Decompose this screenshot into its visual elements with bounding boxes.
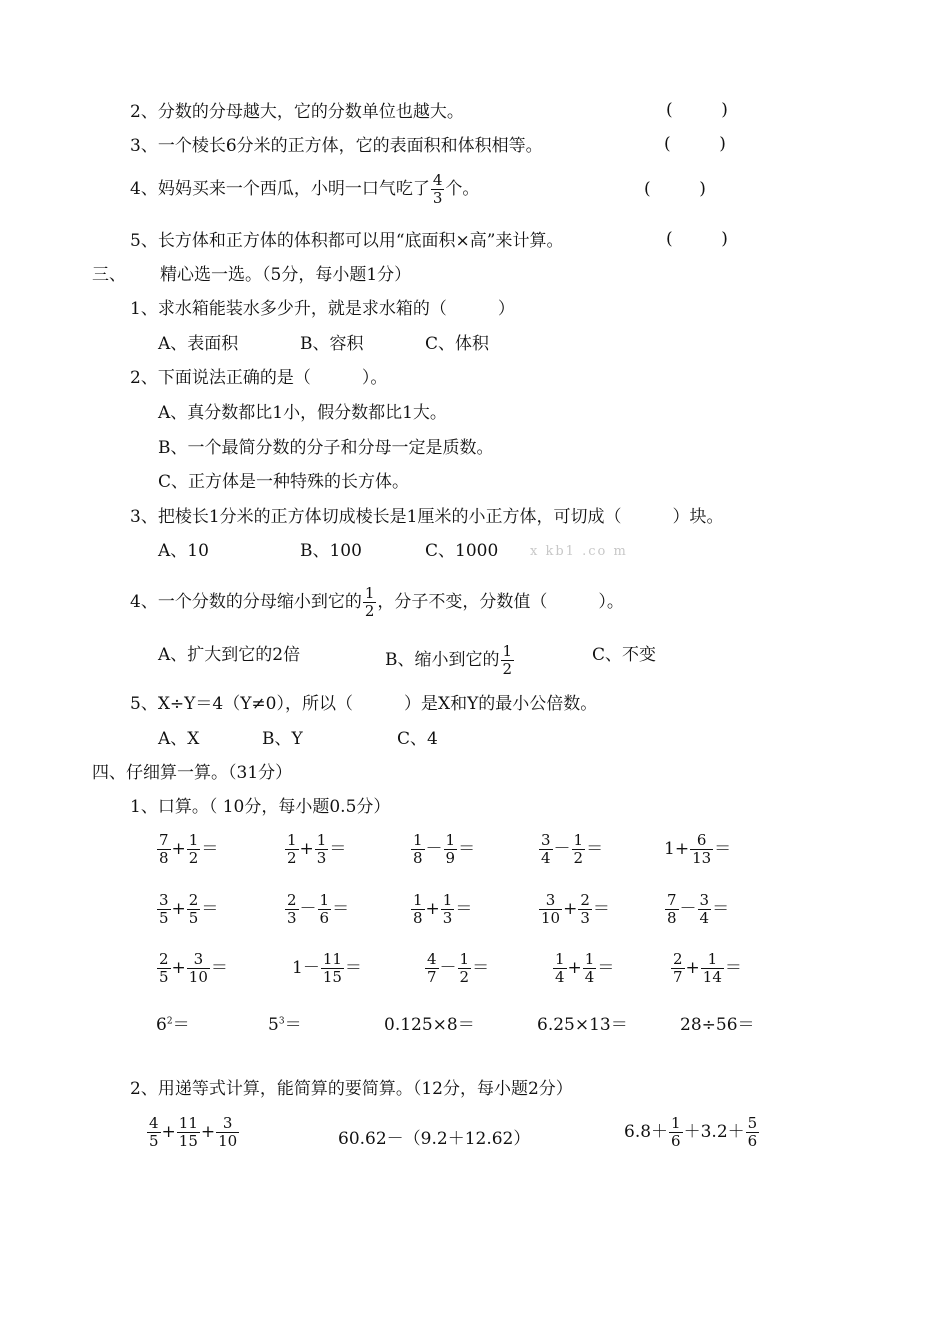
mental-math-item: $\frac{2}{5}$ + $\frac{3}{10}$ ＝: [159, 950, 228, 986]
answer-paren-q5: ( ): [666, 229, 728, 249]
mental-math-item: $\frac{1}{2}$ + $\frac{1}{3}$ ＝: [287, 831, 347, 867]
mental-math-item: $\frac{7}{8}$ + $\frac{1}{2}$ ＝: [159, 831, 219, 867]
mental-math-item: 0.125×8＝: [384, 1015, 475, 1035]
mental-math-item: 1+ $\frac{6}{13}$ ＝: [664, 831, 732, 867]
choice-q2-opt-a: A、真分数都比1小，假分数都比1大。: [158, 403, 447, 423]
fraction: $\frac{1}{2}$: [502, 642, 513, 678]
mental-math-item: 6.25×13＝: [537, 1015, 628, 1035]
choice-q2: 2、下面说法正确的是（ ）。: [130, 368, 388, 388]
choice-q5-opt-b: B、Y: [262, 729, 303, 749]
choice-q2-opt-b: B、一个最简分数的分子和分母一定是质数。: [158, 438, 494, 458]
mental-math-item: $\frac{1}{4}$ + $\frac{1}{4}$ ＝: [555, 950, 615, 986]
choice-q1-opt-a: A、表面积: [158, 334, 239, 354]
answer-paren-q2: ( ): [666, 100, 728, 120]
watermark: x kb1 .co m: [530, 544, 628, 559]
fraction: $\frac{4}{3}$: [432, 171, 443, 207]
mental-math-item: $\frac{3}{5}$ + $\frac{2}{5}$ ＝: [159, 891, 219, 927]
mental-math-item: $\frac{2}{7}$ + $\frac{1}{14}$ ＝: [673, 950, 742, 986]
mental-math-item: $5^3=$: [268, 1015, 302, 1035]
judge-q4: [130, 172, 479, 207]
choice-q2-opt-c: C、正方体是一种特殊的长方体。: [158, 472, 410, 492]
section-4-heading: 四、仔细算一算。（31分）: [92, 763, 293, 783]
step-calc-item: 60.62－（9.2＋12.62）: [338, 1129, 531, 1149]
mental-math-item: $\frac{3}{4}$ － $\frac{1}{2}$ ＝: [541, 831, 604, 867]
choice-q1-opt-c: C、体积: [425, 334, 490, 354]
choice-q5: 5、X÷Y＝4（Y≠0），所以（ ）是X和Y的最小公倍数。: [130, 694, 598, 714]
judge-q4-text: 4、妈妈买来一个西瓜，小明一口气吃了: [130, 179, 430, 199]
answer-paren-q4: ( ): [644, 179, 706, 199]
mental-math-item: $6^2=$: [156, 1015, 190, 1035]
choice-q4-opt-c: C、不变: [592, 645, 657, 665]
choice-q4-text: 4、一个分数的分母缩小到它的: [130, 592, 362, 612]
choice-q3-opt-a: A、10: [158, 541, 209, 561]
step-calc-heading: 2、用递等式计算，能简算的要简算。（12分，每小题2分）: [130, 1079, 573, 1099]
mental-math-item: 28÷56＝: [680, 1015, 755, 1035]
choice-q4-opt-a: A、扩大到它的2倍: [158, 645, 301, 665]
judge-q2: 2、分数的分母越大，它的分数单位也越大。: [130, 102, 464, 122]
choice-q1: 1、求水箱能装水多少升，就是求水箱的（ ）: [130, 299, 515, 319]
mental-math-item: $\frac{2}{3}$ － $\frac{1}{6}$ ＝: [287, 891, 350, 927]
judge-q5: 5、长方体和正方体的体积都可以用“底面积×高”来计算。: [130, 231, 564, 251]
choice-q4-tail: ，分子不变，分数值（ ）。: [377, 592, 624, 612]
mental-math-item: $\frac{4}{7}$ － $\frac{1}{2}$ ＝: [427, 950, 490, 986]
choice-q3: 3、把棱长1分米的正方体切成棱长是1厘米的小正方体，可切成（ ）块。: [130, 507, 724, 527]
choice-q3-opt-b: B、100: [300, 541, 362, 561]
fraction: $\frac{1}{2}$: [364, 584, 375, 620]
mental-math-item: $\frac{1}{8}$ + $\frac{1}{3}$ ＝: [413, 891, 473, 927]
mental-math-item: 1－ $\frac{11}{15}$ ＝: [292, 950, 362, 986]
choice-q4: [130, 585, 624, 620]
mental-math-heading: 1、口算。（ 10分，每小题0.5分）: [130, 797, 391, 817]
section-3-number: 三、: [92, 265, 126, 285]
section-3-heading: 精心选一选。（5分，每小题1分）: [160, 265, 412, 285]
step-calc-item: 6.8＋ $\frac{1}{6}$ ＋3.2＋ $\frac{5}{6}$: [624, 1114, 758, 1150]
mental-math-item: $\frac{1}{8}$ － $\frac{1}{9}$ ＝: [413, 831, 476, 867]
choice-q5-opt-c: C、4: [397, 729, 438, 749]
step-calc-item: $\frac{4}{5}$ + $\frac{11}{15}$ + $\frac{3}{10}$: [149, 1114, 238, 1150]
mental-math-item: $\frac{7}{8}$ － $\frac{3}{4}$ ＝: [667, 891, 730, 927]
choice-q5-opt-a: A、X: [158, 729, 200, 749]
judge-q4-tail: 个。: [445, 179, 480, 199]
choice-q4-opt-b-text: B、缩小到它的: [385, 650, 500, 670]
mental-math-item: $\frac{3}{10}$ + $\frac{2}{3}$ ＝: [541, 891, 610, 927]
answer-paren-q3: ( ): [664, 134, 726, 154]
choice-q3-opt-c: C、1000: [425, 541, 499, 561]
choice-q1-opt-b: B、容积: [300, 334, 364, 354]
judge-q3: 3、一个棱长6分米的正方体，它的表面积和体积相等。: [130, 136, 543, 156]
choice-q4-opt-b: [385, 643, 515, 678]
